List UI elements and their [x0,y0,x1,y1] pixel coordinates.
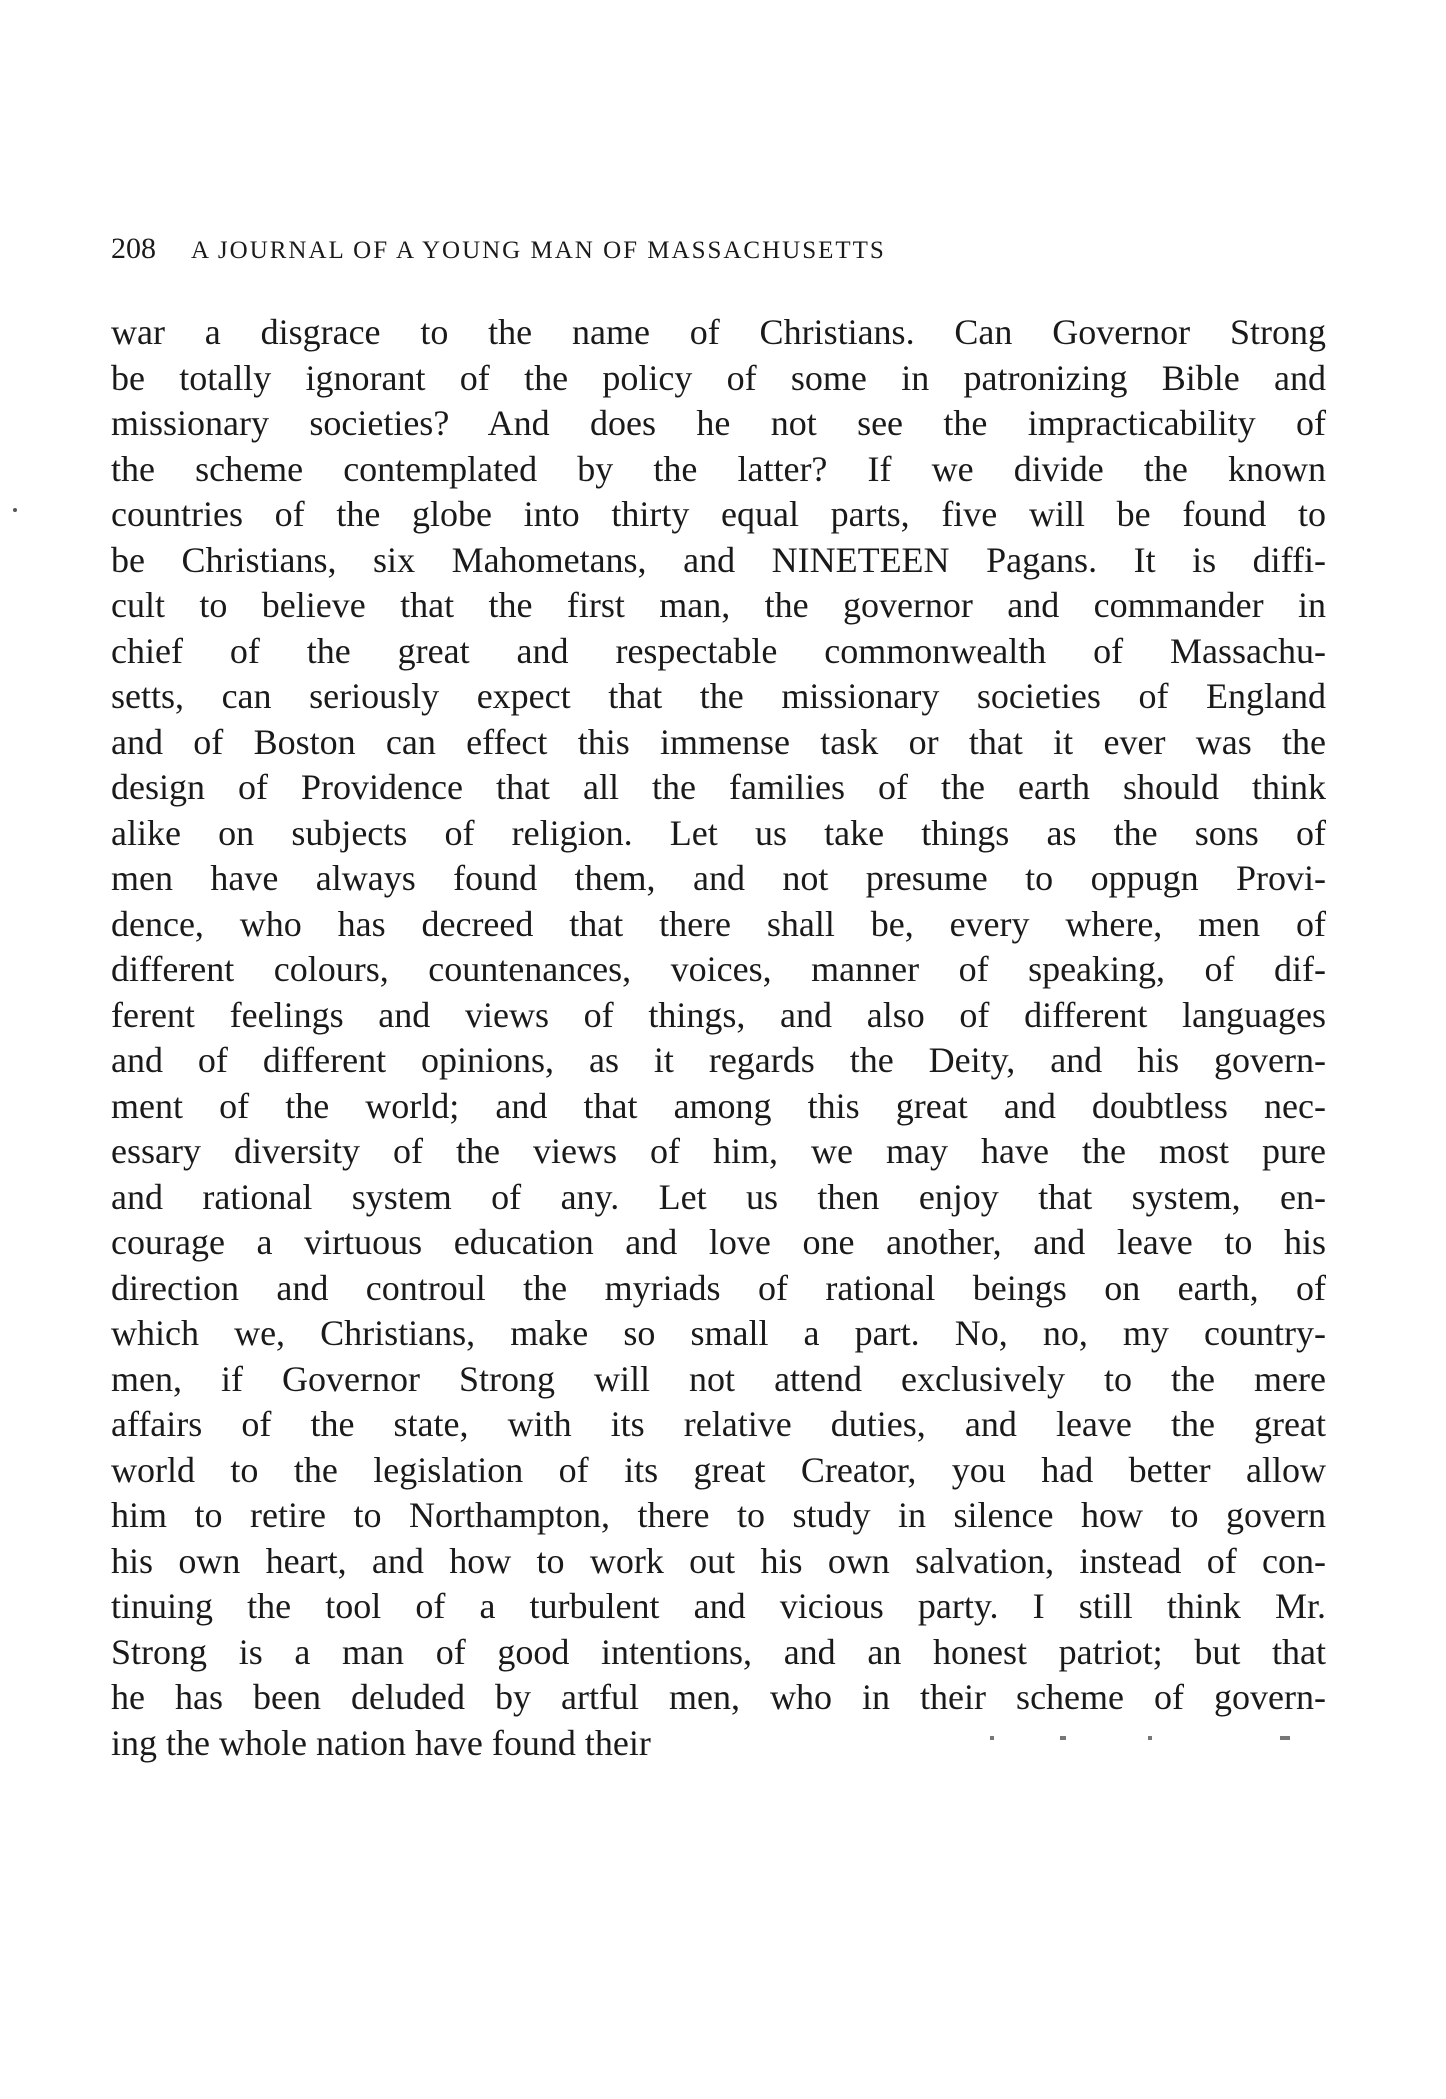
running-title: A JOURNAL OF A YOUNG MAN OF MASSACHUSETTS [191,237,886,264]
text-line: the scheme contemplated by the latter? If we divide the known [111,448,1326,489]
faded-mark [1280,1736,1290,1740]
text-line: and of different opinions, as it regards the Deity, and his govern- [111,1040,1326,1080]
text-line: men have always found them, and not presume to oppugn Provi- [111,858,1326,898]
text-line: chief of the great and respectable commonwealth of Massachu- [111,630,1326,671]
body-text [111,310,1326,1766]
text-line: courage a virtuous education and love one another, and leave to his [111,1222,1326,1262]
text-line: and of Boston can effect this immense task or that it ever was the [111,721,1326,762]
text-line: Strong is a man of good intentions, and an honest patriot; but that [111,1631,1326,1672]
stray-mark [13,508,17,512]
text-line: different colours, countenances, voices, manner of speaking, of dif- [111,949,1326,989]
faded-mark [990,1736,994,1740]
text-line: dence, who has decreed that there shall be, every where, men of [111,903,1326,944]
text-line: ment of the world; and that among this great and doubtless nec- [111,1085,1326,1126]
text-line: be Christians, six Mahometans, and NINETEEN Pagans. It is diffi- [111,539,1326,580]
text-line: direction and controul the myriads of rational beings on earth, of [111,1267,1326,1308]
text-line: he has been deluded by artful men, who in their scheme of govern- [111,1677,1326,1717]
text-line: which we, Christians, make so small a part. No, no, my country- [111,1313,1326,1353]
text-line: alike on subjects of religion. Let us take things as the sons of [111,812,1326,853]
text-line: and rational system of any. Let us then enjoy that system, en- [111,1176,1326,1217]
text-line: setts, can seriously expect that the missionary societies of England [111,676,1326,716]
text-line: design of Providence that all the families of the earth should think [111,767,1326,807]
text-line: countries of the globe into thirty equal parts, five will be found to [111,494,1326,534]
text-line: missionary societies? And does he not see the impracticability of [111,403,1326,443]
running-head [111,229,1326,269]
text-line: be totally ignorant of the policy of some in patronizing Bible and [111,357,1326,398]
faded-mark [1148,1736,1152,1740]
text-line: men, if Governor Strong will not attend exclusively to the mere [111,1358,1326,1399]
text-line: world to the legislation of its great Creator, you had better allow [111,1449,1326,1490]
text-line: his own heart, and how to work out his own salvation, instead of con- [111,1540,1326,1581]
text-line-final: ing the whole nation have found their [111,1722,651,1763]
text-line: cult to believe that the first man, the governor and commander in [111,585,1326,625]
page-number: 208 [111,232,156,265]
text-line: tinuing the tool of a turbulent and vicious party. I still think Mr. [111,1586,1326,1626]
faded-mark [1060,1736,1066,1740]
text-line: him to retire to Northampton, there to study in silence how to govern [111,1495,1326,1535]
text-line: war a disgrace to the name of Christians. Can Governor Strong [111,312,1326,352]
text-line: essary diversity of the views of him, we may have the most pure [111,1131,1326,1171]
text-line: affairs of the state, with its relative duties, and leave the great [111,1404,1326,1444]
text-line: ferent feelings and views of things, and also of different languages [111,994,1326,1035]
